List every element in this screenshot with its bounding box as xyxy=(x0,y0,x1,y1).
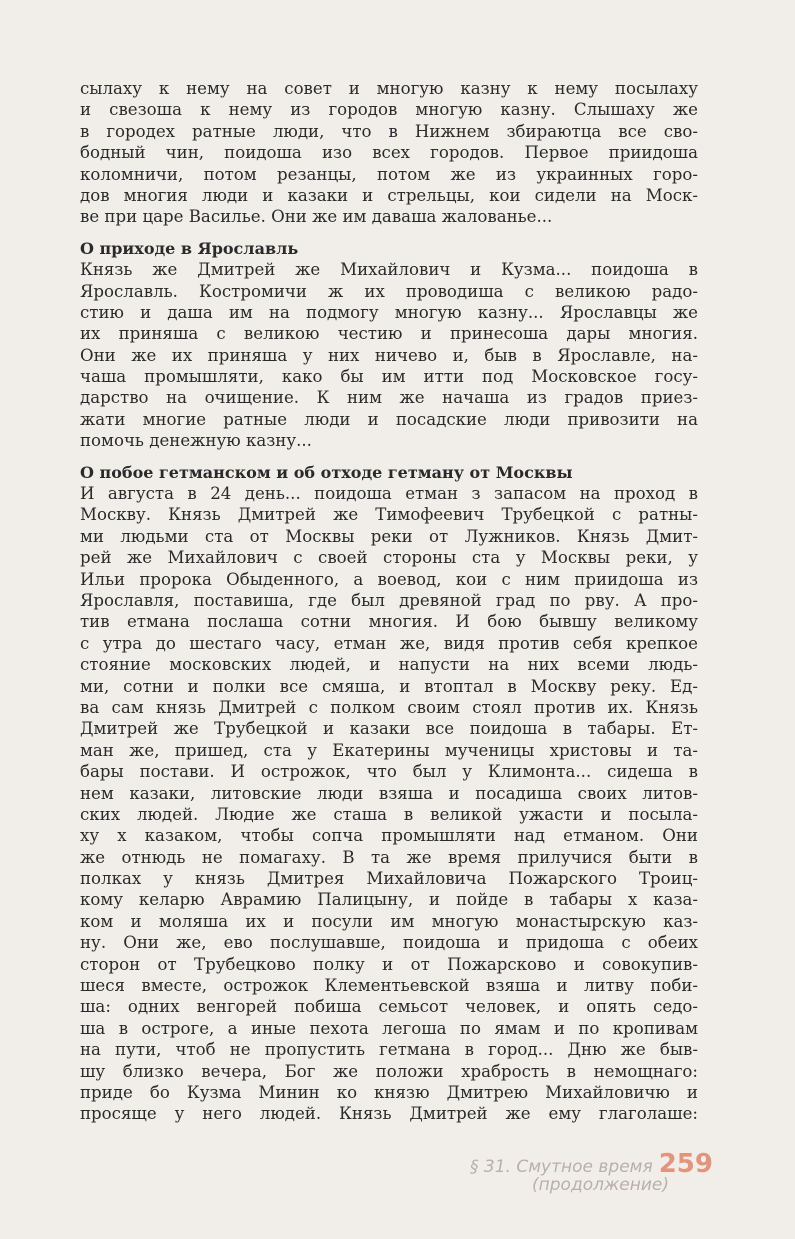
paragraph-2 xyxy=(80,259,698,452)
text-line: Дмитрей же Трубецкой и казаки все поидоша в табары. Ет- xyxy=(80,719,698,739)
text-line: бодный чин, поидоша изо всех городов. Первое приидоша xyxy=(80,143,698,163)
text-line: шеся вместе, острожок Клементьевской взяша и литву поби- xyxy=(80,976,698,996)
text-line: шу близко вечера, Бог же положи храбрость в немощнаго: xyxy=(80,1061,698,1081)
text-line: их приняша с великою честию и принесоша дары многия. xyxy=(80,324,698,344)
text-line: дов многия люди и казаки и стрельцы, кои сидели на Моск- xyxy=(80,185,698,205)
text-line: Москву. Князь Дмитрей же Тимофеевич Трубецкой с ратны- xyxy=(80,505,698,525)
paragraph-3 xyxy=(80,483,698,1125)
text-line: просяще у него людей. Князь Дмитрей же ему глаголаше: xyxy=(80,1104,698,1124)
text-line: ну. Они же, ево послушавше, поидоша и придоша с обеих xyxy=(80,933,698,953)
text-line: бары постави. И острожок, что был у Климонта... сидеша в xyxy=(80,762,698,782)
section-heading-yaroslavl: О приходе в Ярославль xyxy=(80,238,299,258)
text-line: рей же Михайлович с своей стороны ста у Москвы реки, у xyxy=(80,548,698,568)
text-line: чаша промышляти, како бы им итти под Московское госу- xyxy=(80,367,698,387)
text-line: в городех ратные люди, что в Нижнем збираютца все сво- xyxy=(80,121,698,141)
text-line: нем казаки, литовские люди взяша и посадиша своих литов- xyxy=(80,783,698,803)
text-line: ша: одних венгорей побиша семьсот человек, и опять седо- xyxy=(80,997,698,1017)
text-line: сылаху к нему на совет и многую казну к нему посылаху xyxy=(80,79,698,98)
page-footer xyxy=(470,1149,713,1195)
text-line: на пути, чтоб не пропустить гетмана в город... Дню же быв- xyxy=(80,1040,698,1060)
document-body xyxy=(80,78,698,1125)
text-line: стию и даша им на подмогу многую казну... Ярославцы же xyxy=(80,302,698,322)
text-line: Князь же Дмитрей же Михайлович и Кузма... поидоша в xyxy=(80,260,698,280)
text-line: ман же, пришед, ста у Екатерины мученицы христовы и та- xyxy=(80,740,698,760)
text-line: с утра до шестаго часу, етман же, видя против себя крепкое xyxy=(80,633,698,653)
text-line: тив етмана послаша сотни многия. И бою бывшу великому xyxy=(80,612,698,632)
page-number: 259 xyxy=(658,1149,713,1179)
text-line: дарство на очищение. К ним же начаша из градов приез- xyxy=(80,388,698,408)
text-line: стояние московских людей, и напусти на них всеми людь- xyxy=(80,655,698,675)
text-line: коломничи, потом резанцы, потом же из украинных горо- xyxy=(80,164,698,184)
text-line: ми, сотни и полки все смяша, и втоптал в Москву реку. Ед- xyxy=(80,676,698,696)
footer-subtitle: (продолжение) xyxy=(532,1175,669,1195)
text-line: же отнюдь не помагаху. В та же время прилучися быти в xyxy=(80,847,698,867)
text-line: ских людей. Людие же сташа в великой ужасти и посыла- xyxy=(80,804,698,824)
text-line: ху х казаком, чтобы сопча промышляти над етманом. Они xyxy=(80,826,698,846)
text-line: Ярославля, поставиша, где был древяной град по рву. А про- xyxy=(80,590,698,610)
footer-section-title: § 31. Смутное время xyxy=(470,1157,653,1177)
text-line: помочь денежную казну... xyxy=(80,431,312,451)
text-line: Ярославль. Костромичи ж их проводиша с великою радо- xyxy=(80,281,698,301)
text-line: жати многие ратные люди и посадские люди привозити на xyxy=(80,409,698,429)
text-line: И августа в 24 день... поидоша етман з запасом на проход в xyxy=(80,484,698,504)
text-line: сторон от Трубецково полку и от Пожарсково и совокупив- xyxy=(80,954,698,974)
text-line: ком и моляша их и посули им многую монастырскую каз- xyxy=(80,911,698,931)
text-line: ве при царе Василье. Они же им даваша жалованье... xyxy=(80,207,553,227)
paragraph-1 xyxy=(80,78,698,228)
section-heading-hetman: О побое гетманском и об отходе гетману от Москвы xyxy=(80,462,573,482)
text-line: и свезоша к нему из городов многую казну. Слышаху же xyxy=(80,100,698,120)
text-line: полках у князь Дмитрея Михайловича Пожарского Троиц- xyxy=(80,869,698,889)
text-line: Они же их приняша у них ничево и, быв в Ярославле, на- xyxy=(80,345,698,365)
text-line: Ильи пророка Обыденного, а воевод, кои с ним приидоша из xyxy=(80,569,698,589)
text-line: ша в остроге, а иные пехота легоша по ямам и по кропивам xyxy=(80,1018,698,1038)
text-line: ва сам князь Дмитрей с полком своим стоял против их. Князь xyxy=(80,697,698,717)
text-line: приде бо Кузма Минин ко князю Дмитрею Михайловичю и xyxy=(80,1082,698,1102)
text-line: ми людьми ста от Москвы реки от Лужников. Князь Дмит- xyxy=(80,526,698,546)
text-line: кому келарю Аврамию Палицыну, и пойде в табары х каза- xyxy=(80,890,698,910)
